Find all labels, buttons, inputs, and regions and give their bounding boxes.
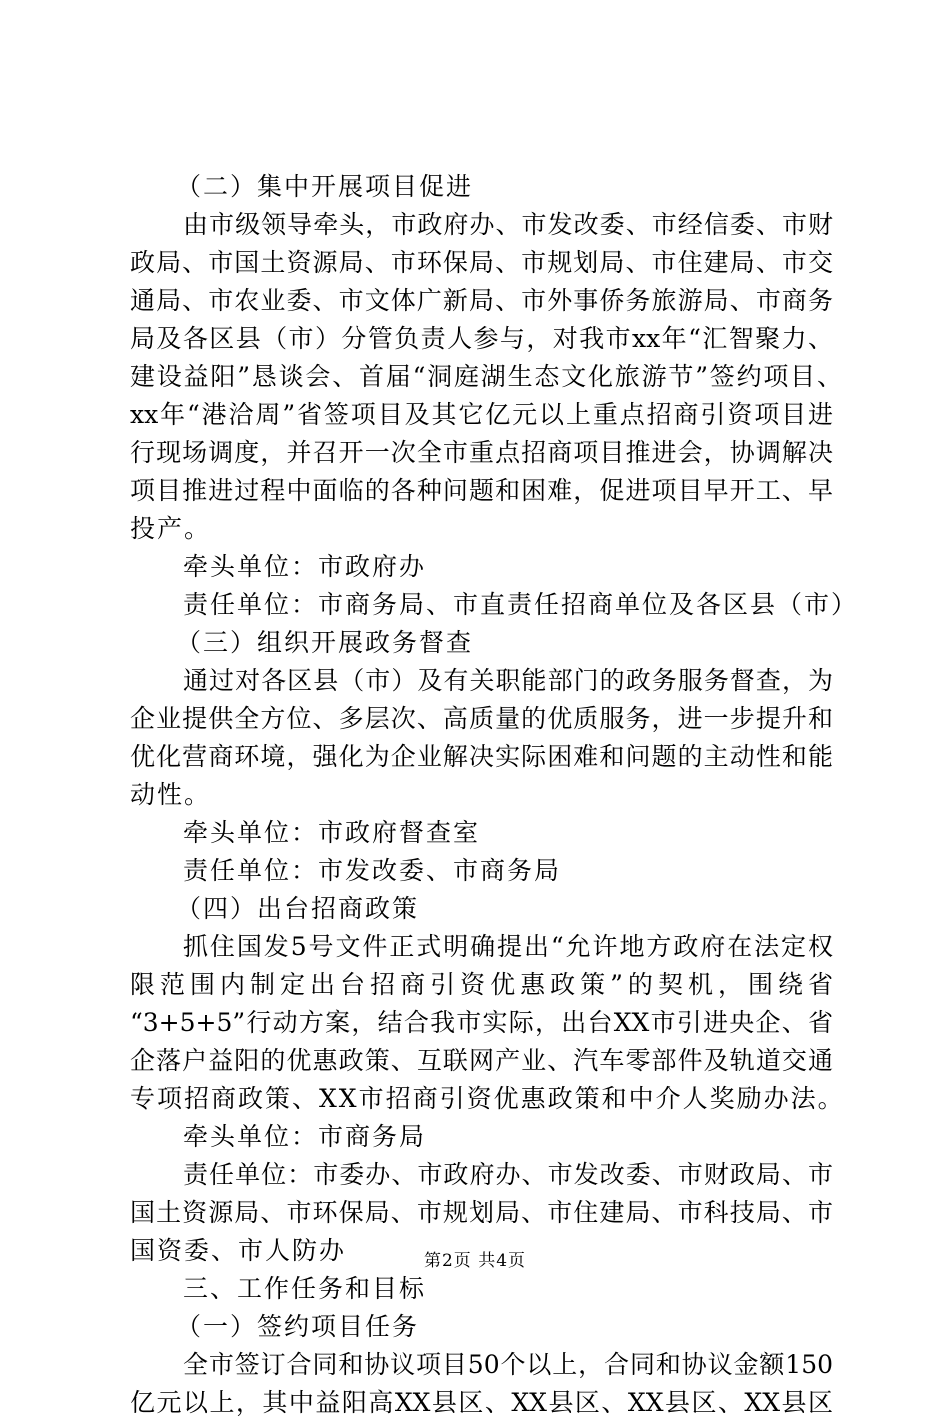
paragraph-line: 企落户益阳的优惠政策、互联网产业、汽车零部件及轨道交通 <box>130 1046 833 1075</box>
paragraph-line: xx年“港洽周”省签项目及其它亿元以上重点招商引资项目进 <box>130 400 833 429</box>
paragraph-line: 专项招商政策、XX市招商引资优惠政策和中介人奖励办法。 <box>130 1084 845 1113</box>
paragraph-line: “3+5+5”行动方案，结合我市实际，出台XX市引进央企、省 <box>130 1008 833 1037</box>
paragraph-line: 局及各区县（市）分管负责人参与，对我市xx年“汇智聚力、 <box>130 324 833 353</box>
paragraph-line: 优化营商环境，强化为企业解决实际困难和问题的主动性和能 <box>130 742 833 771</box>
responsible-unit-line: 责任单位：市委办、市政府办、市发改委、市财政局、市 <box>183 1160 833 1189</box>
section-heading-3: （三）组织开展政务督查 <box>176 628 474 657</box>
paragraph-line: 全市签订合同和协议项目50个以上，合同和协议金额150 <box>183 1350 833 1379</box>
paragraph-line: 政局、市国土资源局、市环保局、市规划局、市住建局、市交 <box>130 248 833 277</box>
paragraph-line: 限范围内制定出台招商引资优惠政策”的契机，围绕省 <box>130 970 833 999</box>
paragraph-line: 通局、市农业委、市文体广新局、市外事侨务旅游局、市商务 <box>130 286 833 315</box>
paragraph-line: 通过对各区县（市）及有关职能部门的政务服务督查，为 <box>183 666 833 695</box>
paragraph-line: 行现场调度，并召开一次全市重点招商项目推进会，协调解决 <box>130 438 833 467</box>
paragraph-line: 亿元以上，其中益阳高XX县区、XX县区、XX县区、XX县区 <box>130 1388 833 1417</box>
paragraph-line: 建设益阳”恳谈会、首届“洞庭湖生态文化旅游节”签约项目、 <box>130 362 842 391</box>
lead-unit-line: 牵头单位：市政府办 <box>183 552 427 581</box>
page-number-footer: 第2页 共4页 <box>423 1251 527 1271</box>
section-heading-4: （四）出台招商政策 <box>176 894 420 923</box>
chapter-heading-3: 三、工作任务和目标 <box>183 1274 427 1303</box>
responsible-unit-line: 责任单位：市商务局、市直责任招商单位及各区县（市） <box>183 590 859 619</box>
lead-unit-line: 牵头单位：市商务局 <box>183 1122 427 1151</box>
paragraph-line: 国资委、市人防办 <box>130 1236 347 1265</box>
paragraph-line: 国土资源局、市环保局、市规划局、市住建局、市科技局、市 <box>130 1198 833 1227</box>
lead-unit-line: 牵头单位：市政府督查室 <box>183 818 481 847</box>
paragraph-line: 由市级领导牵头，市政府办、市发改委、市经信委、市财 <box>183 210 833 239</box>
responsible-unit-line: 责任单位：市发改委、市商务局 <box>183 856 562 885</box>
section-heading-1: （一）签约项目任务 <box>176 1312 420 1341</box>
paragraph-line: 企业提供全方位、多层次、高质量的优质服务，进一步提升和 <box>130 704 833 733</box>
paragraph-line: 动性。 <box>130 780 212 809</box>
section-heading-2: （二）集中开展项目促进 <box>176 172 474 201</box>
paragraph-line: 抓住国发5号文件正式明确提出“允许地方政府在法定权 <box>183 932 833 961</box>
paragraph-line: 项目推进过程中面临的各种问题和困难，促进项目早开工、早 <box>130 476 833 505</box>
paragraph-line: 投产。 <box>130 514 212 543</box>
